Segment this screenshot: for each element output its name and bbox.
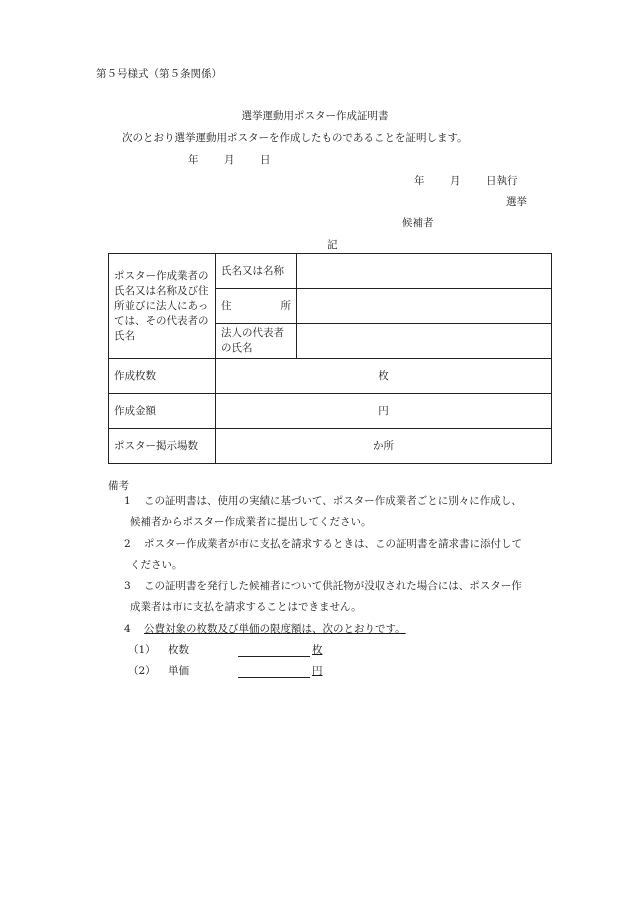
address-field[interactable]	[297, 289, 552, 324]
ki-heading: 記	[327, 239, 338, 251]
count-blank[interactable]	[238, 643, 310, 657]
address-label: 住 所	[216, 289, 297, 324]
exec-year: 年	[414, 175, 425, 187]
table-row	[109, 359, 552, 394]
exec-day: 日執行	[486, 175, 518, 187]
certificate-table	[108, 253, 552, 464]
document-title: 選挙運動用ポスター作成証明書	[241, 110, 389, 122]
remarks-heading: 備考	[108, 480, 129, 492]
places-field[interactable]: か所	[216, 429, 552, 464]
representative-label: 法人の代表者の氏名	[216, 324, 297, 359]
note-item: 1 この証明書は、使用の実績に基づいて、ポスター作成業者ごとに別々に作成し、 候補者からポスター作成業者に提出してください。	[124, 495, 522, 528]
count-label: 作成枚数	[109, 359, 216, 394]
note-item: 3 この証明書を発行した候補者について供託物が没収された場合には、ポスター作 成業者は市に支払を請求することはできません。	[124, 580, 522, 613]
note-item: 4 公費対象の枚数及び単価の限度額は、次のとおりです。	[124, 623, 406, 635]
exec-month: 月	[450, 175, 461, 187]
date-year: 年	[188, 154, 199, 166]
count-field[interactable]: 枚	[216, 359, 552, 394]
certification-date	[188, 152, 271, 167]
election-label: 選挙	[506, 196, 527, 208]
table-row	[109, 429, 552, 464]
name-field[interactable]	[297, 254, 552, 289]
date-month: 月	[224, 154, 235, 166]
price-blank[interactable]	[238, 664, 310, 678]
limit-unit-price: （2） 単価 円	[128, 665, 323, 677]
intro-text: 次のとおり選挙運動用ポスターを作成したものであることを証明します。	[122, 132, 468, 144]
note-item: 2 ポスター作成業者が市に支払を請求するときは、この証明書を請求書に添付して ください。	[124, 538, 522, 571]
table-row	[109, 254, 552, 289]
amount-field[interactable]: 円	[216, 394, 552, 429]
table-row	[109, 394, 552, 429]
amount-label: 作成金額	[109, 394, 216, 429]
places-label: ポスター掲示場数	[109, 429, 216, 464]
form-number: 第５号様式（第５条関係）	[96, 68, 222, 80]
limit-count: （1） 枚数 枚	[128, 644, 323, 656]
representative-field[interactable]	[297, 324, 552, 359]
producer-label: ポスター作成業者の氏名又は名称及び住所並びに法人にあっては、その代表者の氏名	[109, 254, 216, 359]
name-label: 氏名又は名称	[216, 254, 297, 289]
execution-date	[414, 173, 518, 188]
candidate-label: 候補者	[402, 217, 434, 229]
date-day: 日	[260, 154, 271, 166]
